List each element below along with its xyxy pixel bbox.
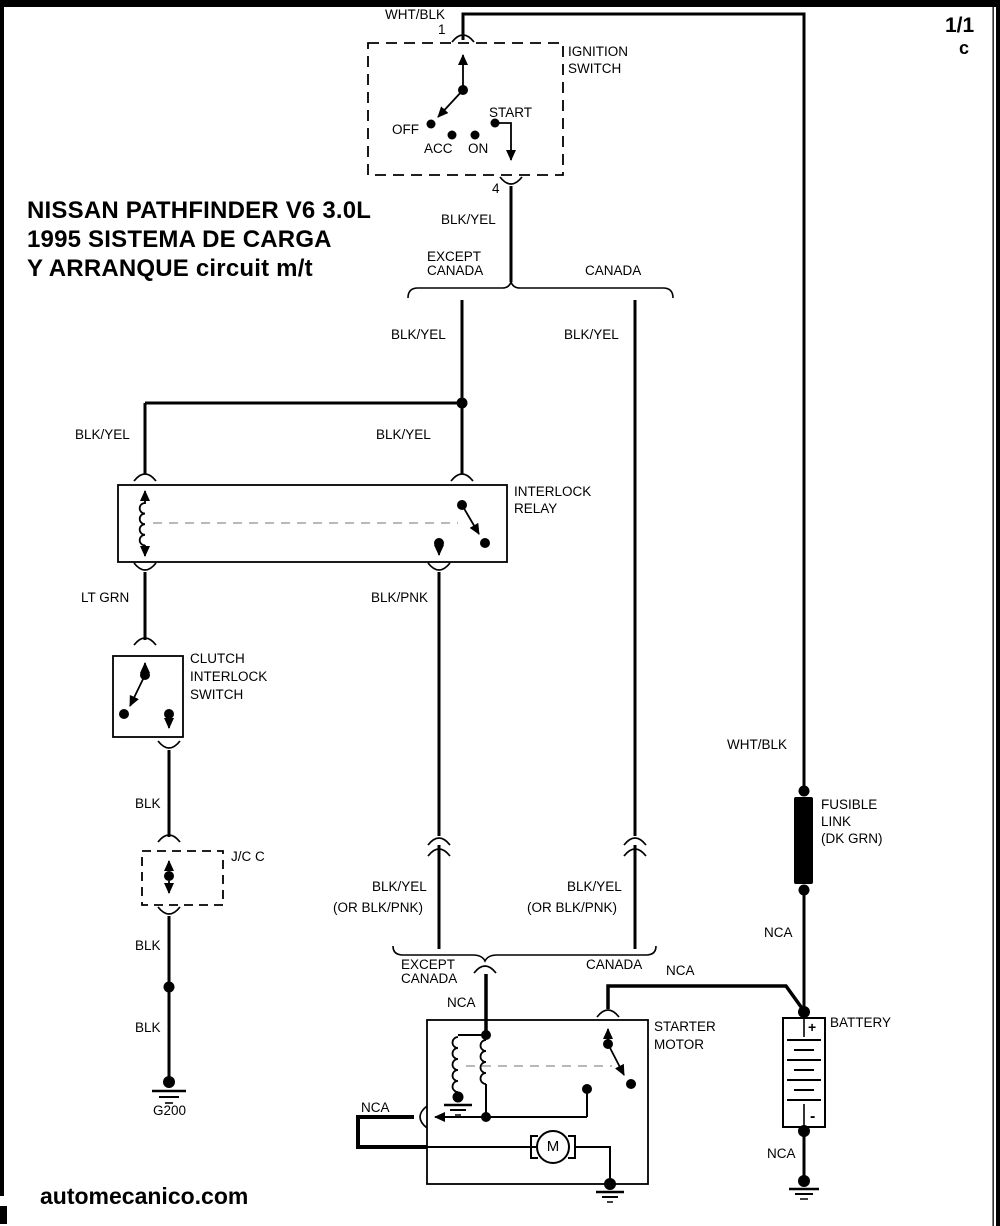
diagram-title-2: 1995 SISTEMA DE CARGA [27, 226, 332, 253]
wire-label-blk-yel-relay-switch: BLK/YEL [376, 427, 431, 442]
starter-motor-title-2: MOTOR [654, 1037, 704, 1052]
wire-label-mid-left-2: (OR BLK/PNK) [333, 900, 424, 915]
contact-on-dot [471, 131, 480, 140]
motor-letter: M [546, 1138, 560, 1155]
wire-label-wht-blk-right: WHT/BLK [727, 737, 788, 752]
switch-blade [462, 505, 479, 534]
wire-label-blk-2: BLK [135, 938, 161, 953]
nca-loop-wire [358, 1117, 427, 1147]
position-label-off: OFF [392, 122, 419, 137]
output-pin-dot [434, 538, 444, 548]
wire-label-blk-yel-right-branch: BLK/YEL [564, 327, 619, 342]
position-label-start: START [489, 105, 533, 120]
connector-arc [134, 474, 156, 481]
wire-label-mid-right-2: (OR BLK/PNK) [527, 900, 618, 915]
ignition-switch-title-1: IGNITION [568, 44, 628, 59]
contact-dot [119, 709, 129, 719]
wire-break-connectors [428, 838, 646, 856]
wire-label-nca-loop: NCA [361, 1100, 390, 1115]
connector-arc [474, 966, 496, 973]
connector-arc [134, 563, 156, 570]
diagram-title-1: NISSAN PATHFINDER V6 3.0L [27, 197, 372, 224]
connector-arc [500, 177, 522, 184]
junction-dot [164, 982, 175, 993]
fusible-link-title-1: FUSIBLE [821, 797, 878, 812]
wire-label-blk-yel-left-branch: BLK/YEL [391, 327, 446, 342]
connector-arc [158, 741, 180, 748]
contact-off-dot [427, 120, 436, 129]
contact-dot [480, 538, 490, 548]
ground-dot [163, 1076, 175, 1088]
switch-blade [438, 90, 463, 117]
split-label-except-canada: CANADA [427, 263, 484, 278]
sheet-letter: c [959, 38, 970, 58]
position-label-acc: ACC [424, 141, 453, 156]
jcc-box [142, 851, 223, 905]
ground-dot [453, 1092, 464, 1103]
fusible-link-title-2: LINK [821, 814, 852, 829]
connector-arc [428, 563, 450, 570]
wire-label-nca-starter-in: NCA [447, 995, 476, 1010]
split-bracket [408, 282, 673, 298]
ignition-switch-box [368, 43, 563, 175]
switch-blade [130, 675, 145, 706]
contact-dot [582, 1084, 592, 1094]
interlock-relay-title-2: RELAY [514, 501, 558, 516]
battery-plus-sign: + [808, 1019, 817, 1035]
junction-dot [164, 871, 174, 881]
ground-label-g200: G200 [153, 1103, 187, 1118]
merge-label-canada: CANADA [586, 957, 643, 972]
ignition-switch [368, 35, 563, 184]
wire-label-nca-battery-feed: NCA [666, 963, 695, 978]
ground-g200 [152, 1076, 186, 1103]
ground-dot [798, 1175, 810, 1187]
wire-blk-to-g200 [164, 916, 175, 1077]
pin-label-4: 4 [492, 181, 500, 196]
junction-dot [798, 1006, 810, 1018]
battery-title: BATTERY [830, 1015, 892, 1030]
connector-arc [158, 907, 180, 914]
junction-connector-jcc [142, 835, 223, 914]
connector-arc [597, 1010, 619, 1017]
solenoid-coil-a [453, 1037, 459, 1092]
position-label-on: ON [468, 141, 489, 156]
wire-label-blk-yel-pin4: BLK/YEL [441, 212, 496, 227]
merge-label-except: EXCEPT [401, 957, 456, 972]
junction-dot [799, 786, 810, 797]
relay-coil [140, 503, 145, 545]
wire-label-lt-grn: LT GRN [81, 590, 130, 605]
battery [783, 1018, 825, 1199]
ignition-switch-title-2: SWITCH [568, 61, 622, 76]
connector-arc [420, 1106, 427, 1128]
interlock-relay-title-1: INTERLOCK [514, 484, 592, 499]
contact-dot [626, 1079, 636, 1089]
output-pin-dot [164, 709, 174, 719]
pin-label-1: 1 [438, 22, 446, 37]
wire-label-mid-left-1: BLK/YEL [372, 879, 427, 894]
wire-label-blk-pnk: BLK/PNK [371, 590, 429, 605]
starter-motor [358, 1020, 648, 1202]
fusible-link-title-3: (DK GRN) [821, 831, 883, 846]
switch-blade [608, 1044, 624, 1075]
jcc-title: J/C C [231, 849, 265, 864]
merge-label-except-canada: CANADA [401, 971, 458, 986]
clutch-switch-title-2: INTERLOCK [190, 669, 268, 684]
website-footer: automecanico.com [40, 1183, 249, 1209]
contact-acc-dot [448, 131, 457, 140]
junction-dot [457, 398, 468, 409]
wire-label-nca-battery-out: NCA [767, 1146, 796, 1161]
sheet-number: 1/1 [945, 14, 975, 37]
split-label-except: EXCEPT [427, 249, 482, 264]
wire-label-blk-3: BLK [135, 1020, 161, 1035]
junction-dot [799, 885, 810, 896]
wire-label-mid-right-1: BLK/YEL [567, 879, 622, 894]
diagram-title-3: Y ARRANQUE circuit m/t [27, 255, 313, 282]
wire-label-nca-fusible-out: NCA [764, 925, 793, 940]
starter-motor-title-1: STARTER [654, 1019, 716, 1034]
wire-nca-battery-feed [597, 986, 804, 1017]
wire-label-blk-yel-relay-coil: BLK/YEL [75, 427, 130, 442]
clutch-switch-title-3: SWITCH [190, 687, 244, 702]
clutch-switch-title-1: CLUTCH [190, 651, 245, 666]
wire-label-blk-1: BLK [135, 796, 161, 811]
clutch-switch-box [113, 656, 183, 737]
interlock-relay [118, 474, 507, 570]
wire-label-wht-blk-top: WHT/BLK [385, 7, 446, 22]
fusible-link-bar [794, 797, 813, 884]
connector-arc [451, 474, 473, 481]
split-label-canada: CANADA [585, 263, 642, 278]
solenoid-coil-b [481, 1040, 486, 1084]
clutch-interlock-switch [113, 638, 183, 748]
ground-dot [604, 1178, 616, 1190]
battery-minus-sign: - [810, 1108, 816, 1125]
fusible-link [794, 786, 813, 1019]
